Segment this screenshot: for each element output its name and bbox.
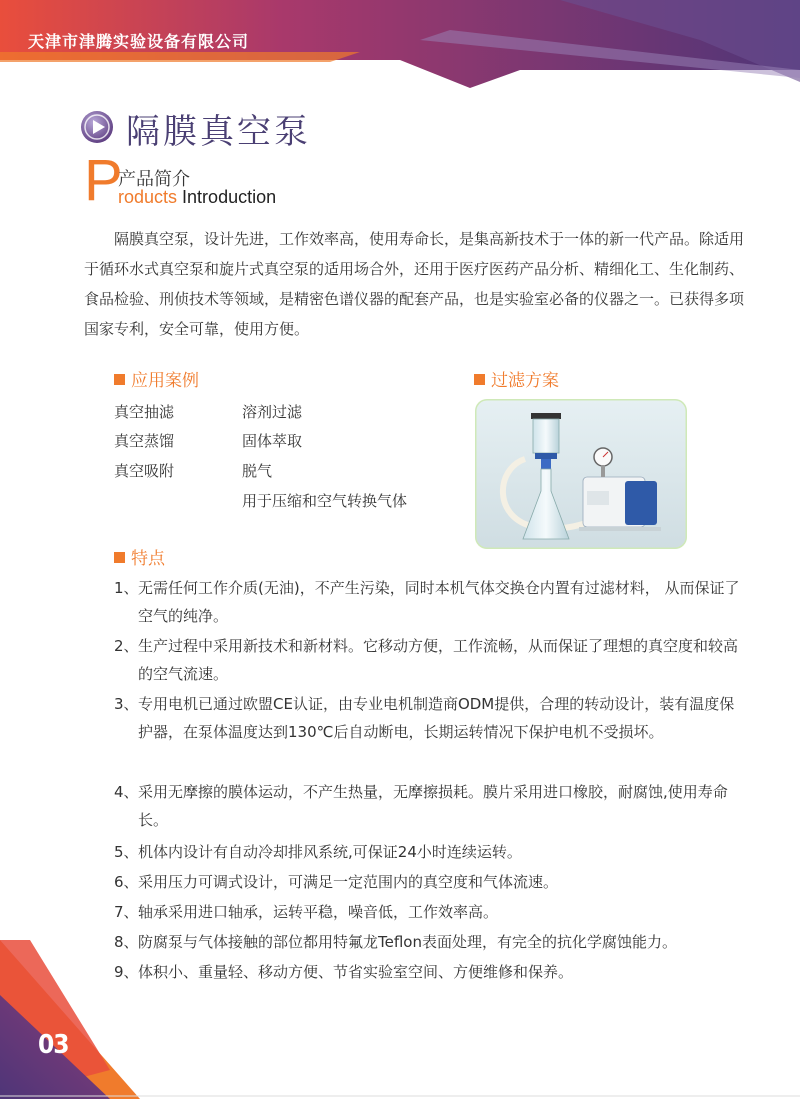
intro-en-orange: roducts [118, 187, 178, 207]
applications-heading: 应用案例 [114, 366, 199, 391]
square-bullet-icon [474, 374, 485, 385]
feature-number: 3、 [114, 695, 139, 713]
intro-paragraph: 隔膜真空泵，设计先进，工作效率高，使用寿命长，是集高新技术于一体的新一代产品。除适用于循环水式真空泵和旋片式真空泵的适用场合外，还用于医疗医药产品分析、精细化工、生化制药、食品检验、刑侦技术等领域，是精密色谱仪器的配套产品，也是实验室必备的仪器之一。已获得多项国家专利，安全可靠，使用方便。 [84, 230, 745, 338]
intro-heading-en [118, 187, 276, 208]
feature-number: 2、 [114, 637, 139, 655]
feature-text: 体积小、重量轻、移动方便、节省实验室空间、方便维修和保养。 [138, 963, 574, 981]
footer-corner-decoration [0, 900, 800, 1099]
page-title: 隔膜真空泵 [126, 112, 311, 152]
application-item: 溶剂过滤 [242, 403, 303, 421]
feature-text: 防腐泵与气体接触的部位都用特氟龙Teflon表面处理，有完全的抗化学腐蚀能力。 [138, 933, 677, 951]
feature-number: 7、 [114, 903, 139, 921]
intro-initial-letter: P [84, 148, 123, 213]
feature-item [114, 632, 744, 688]
feature-text: 专用电机已通过欧盟CE认证，由专业电机制造商ODM提供，合理的转动设计，装有温度保护器，在泵体温度达到130℃后自动断电，长期运转情况下保护电机不受损坏。 [138, 695, 735, 741]
feature-item [114, 868, 744, 896]
square-bullet-icon [114, 374, 125, 385]
feature-item [114, 838, 744, 866]
page-number: 03 [38, 1030, 69, 1060]
intro-en-dark: Introduction [182, 187, 277, 207]
feature-item [114, 574, 744, 630]
feature-number: 9、 [114, 963, 139, 981]
feature-text: 轴承采用进口轴承，运转平稳，噪音低，工作效率高。 [138, 903, 499, 921]
feature-text: 采用压力可调式设计，可满足一定范围内的真空度和气体流速。 [138, 873, 559, 891]
filter-heading: 过滤方案 [474, 366, 559, 391]
feature-text: 机体内设计有自动冷却排风系统,可保证24小时连续运转。 [138, 843, 522, 861]
play-circle-icon [80, 110, 114, 144]
feature-number: 5、 [114, 843, 139, 861]
feature-number: 4、 [114, 783, 139, 801]
intro-heading-cn: 产品简介 [118, 169, 190, 190]
application-item: 真空蒸馏 [114, 432, 175, 450]
company-name: 天津市津腾实验设备有限公司 [28, 32, 250, 51]
feature-item [114, 778, 744, 834]
feature-text: 采用无摩擦的膜体运动，不产生热量，无摩擦损耗。膜片采用进口橡胶，耐腐蚀,使用寿命长。 [138, 783, 728, 829]
application-item: 真空抽滤 [114, 403, 175, 421]
feature-text: 无需任何工作介质(无油)，不产生污染，同时本机气体交换仓内置有过滤材料， 从而保证了空气的纯净。 [138, 579, 740, 625]
application-item: 固体萃取 [242, 432, 303, 450]
square-bullet-icon [114, 552, 125, 563]
application-item: 真空吸附 [114, 462, 175, 480]
feature-number: 8、 [114, 933, 139, 951]
application-item: 用于压缩和空气转换气体 [242, 492, 408, 510]
features-heading: 特点 [114, 544, 165, 569]
feature-text: 生产过程中采用新技术和新材料。它移动方便，工作流畅，从而保证了理想的真空度和较高的空气流速。 [138, 637, 739, 683]
feature-number: 1、 [114, 579, 139, 597]
product-photo [475, 399, 687, 549]
feature-item [114, 690, 744, 746]
application-item: 脱气 [242, 462, 273, 480]
feature-number: 6、 [114, 873, 139, 891]
